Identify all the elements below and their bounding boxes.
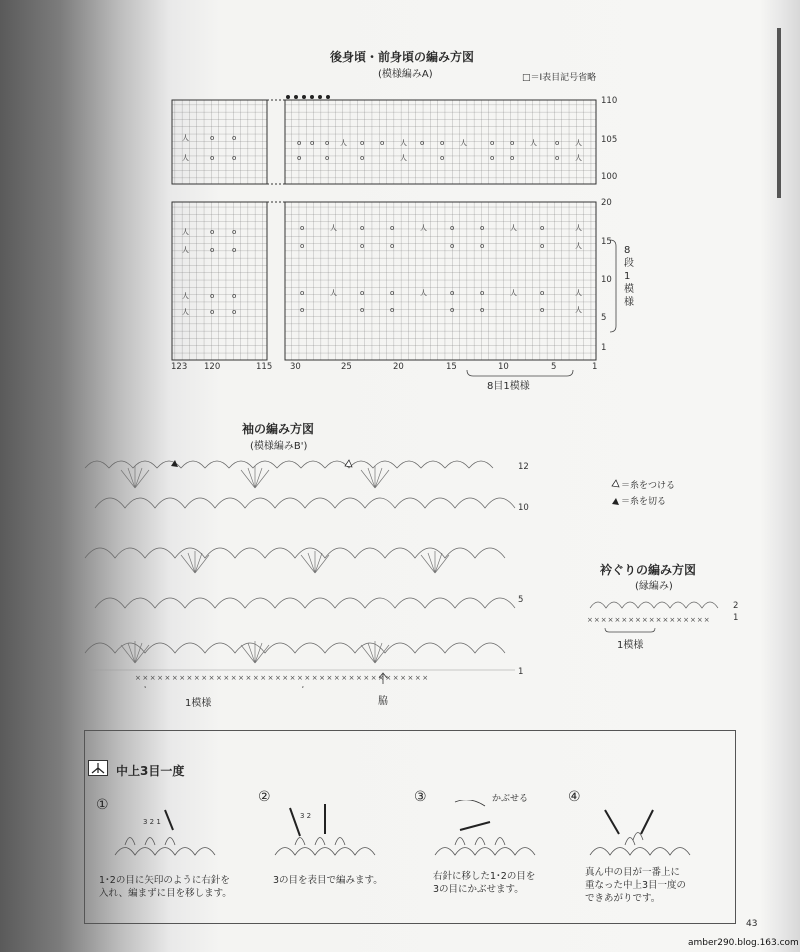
sleeve-row-label-10: 10: [518, 503, 529, 513]
footer-url: amber290.blog.163.com: [688, 938, 799, 948]
svg-text:人: 人: [330, 224, 337, 232]
step4-number: ④: [568, 789, 581, 805]
svg-text:o: o: [390, 224, 395, 232]
svg-text:××××××××××××××××××: ××××××××××××××××××: [587, 616, 711, 624]
stitch-label-5: 5: [551, 362, 557, 372]
stitch-label-123: 123: [171, 362, 188, 372]
row-label-20: 20: [601, 198, 612, 208]
stitch-label-1: 1: [592, 362, 598, 372]
svg-text:人: 人: [575, 154, 582, 162]
svg-text:o: o: [540, 306, 545, 314]
step4-text-line3: できあがりです。: [585, 893, 661, 904]
svg-text:o: o: [440, 139, 445, 147]
svg-text:o: o: [540, 224, 545, 232]
row-label-105: 105: [601, 135, 618, 145]
svg-text:人: 人: [182, 246, 189, 254]
body-chart-title: 後身頃・前身頃の編み方図: [330, 50, 475, 64]
svg-text:3 2: 3 2: [300, 812, 312, 820]
sleeve-row-label-5: 5: [518, 595, 524, 605]
svg-text:o: o: [480, 242, 485, 250]
step2-text: [273, 874, 383, 887]
svg-text:人: 人: [400, 154, 407, 162]
svg-text:o: o: [450, 306, 455, 314]
step4-text: [585, 866, 686, 905]
sleeve-chart-subtitle: (模様編みB'): [250, 441, 308, 452]
body-chart-subtitle: (模様編みA): [378, 69, 433, 80]
svg-text:人: 人: [530, 139, 537, 147]
svg-text:o: o: [210, 154, 215, 162]
step3-illustration: [435, 800, 535, 855]
svg-text:o: o: [210, 292, 215, 300]
step1-number: ①: [96, 797, 109, 813]
svg-text:o: o: [420, 139, 425, 147]
svg-text:o: o: [310, 139, 315, 147]
svg-text:人: 人: [510, 289, 517, 297]
svg-text:o: o: [490, 154, 495, 162]
technique-illustrations: [110, 800, 730, 870]
stitch-label-10: 10: [498, 362, 509, 372]
svg-text:人: 人: [182, 228, 189, 236]
body-chart-legend-note: □＝Ⅰ表目記号省略: [522, 73, 597, 83]
svg-text:3 2 1: 3 2 1: [143, 818, 161, 826]
step4-illustration: [590, 810, 690, 855]
svg-text:人: 人: [575, 306, 582, 314]
center-double-decrease-icon: [88, 760, 108, 776]
svg-text:o: o: [480, 306, 485, 314]
svg-text:o: o: [450, 242, 455, 250]
svg-text:人: 人: [340, 139, 347, 147]
step3-number: ③: [414, 789, 427, 805]
collar-row-label-1: 1: [733, 613, 739, 623]
svg-text:o: o: [555, 139, 560, 147]
svg-text:o: o: [450, 289, 455, 297]
svg-text:o: o: [297, 139, 302, 147]
bracket-bottom-label: 8目1模様: [487, 381, 530, 392]
step3-text-line1: 右針に移した1･2の目を: [433, 871, 536, 882]
page-number: 43: [746, 919, 758, 929]
svg-text:o: o: [360, 242, 365, 250]
svg-text:人: 人: [330, 289, 337, 297]
svg-text:o: o: [390, 306, 395, 314]
svg-text:o: o: [360, 139, 365, 147]
sleeve-repeat-label: 1模様: [185, 698, 212, 709]
svg-text:o: o: [480, 289, 485, 297]
svg-text:o: o: [390, 242, 395, 250]
sleeve-crochet-diagram: [75, 448, 520, 688]
svg-text:o: o: [325, 154, 330, 162]
svg-text:o: o: [210, 228, 215, 236]
step3-text-line2: 3の目にかぶせます。: [433, 884, 524, 895]
svg-text:o: o: [232, 246, 237, 254]
sleeve-side-label: 脇: [378, 696, 388, 707]
technique-title: 中上3目一度: [116, 764, 185, 778]
collar-chart-subtitle: (縁編み): [635, 581, 673, 592]
row-label-10: 10: [601, 275, 612, 285]
svg-text:o: o: [232, 308, 237, 316]
legend-attach-yarn: ＝糸をつける: [621, 481, 676, 491]
step1-illustration: [115, 810, 215, 855]
svg-text:o: o: [480, 224, 485, 232]
svg-text:o: o: [360, 154, 365, 162]
svg-text:人: 人: [182, 154, 189, 162]
sleeve-chart-title: 袖の編み方図: [242, 422, 315, 436]
bracket-right-label: 8段1模様: [624, 245, 634, 308]
svg-text:o: o: [232, 154, 237, 162]
svg-text:o: o: [555, 154, 560, 162]
stitch-label-30: 30: [290, 362, 301, 372]
svg-text:人: 人: [182, 292, 189, 300]
page-edge-bar: [777, 28, 781, 198]
svg-text:o: o: [540, 242, 545, 250]
stitch-label-15: 15: [446, 362, 457, 372]
stitch-label-115: 115: [256, 362, 273, 372]
step4-text-line2: 重なった中上3目一度の: [585, 880, 687, 891]
row-label-110: 110: [601, 96, 618, 106]
stitch-label-25: 25: [341, 362, 352, 372]
svg-text:o: o: [360, 224, 365, 232]
svg-text:o: o: [360, 289, 365, 297]
svg-text:o: o: [210, 134, 215, 142]
step1-text-line1: 1･2の目に矢印のように右針を: [99, 875, 230, 886]
svg-text:o: o: [232, 228, 237, 236]
legend-cut-yarn: ＝糸を切る: [621, 497, 667, 507]
svg-text:人: 人: [575, 224, 582, 232]
svg-text:o: o: [510, 154, 515, 162]
svg-text:人: 人: [182, 134, 189, 142]
sleeve-row-label-12: 12: [518, 462, 529, 472]
svg-text:人: 人: [460, 139, 467, 147]
step2-number: ②: [258, 789, 271, 805]
legend-markers: [610, 478, 620, 508]
cut-yarn-icon: [612, 498, 619, 505]
step1-text: [99, 874, 232, 900]
svg-text:o: o: [450, 224, 455, 232]
row-label-15: 15: [601, 237, 612, 247]
step3-callout: かぶせる: [492, 794, 529, 804]
attach-yarn-icon: [612, 480, 619, 487]
svg-text:人: 人: [420, 224, 427, 232]
svg-text:o: o: [232, 134, 237, 142]
svg-text:o: o: [300, 306, 305, 314]
svg-text:人: 人: [400, 139, 407, 147]
svg-text:o: o: [297, 154, 302, 162]
svg-text:o: o: [490, 139, 495, 147]
row-label-1: 1: [601, 343, 607, 353]
svg-text:o: o: [390, 289, 395, 297]
body-chart-grid: [160, 90, 640, 380]
svg-text:××××××××××××××××××××××××××××××: ××××××××××××××××××××××××××××××××××××××××: [135, 674, 430, 682]
step2-illustration: [275, 804, 375, 855]
svg-text:o: o: [300, 224, 305, 232]
collar-row-label-2: 2: [733, 601, 739, 611]
svg-text:人: 人: [575, 242, 582, 250]
svg-text:o: o: [300, 242, 305, 250]
svg-text:o: o: [210, 308, 215, 316]
step2-text-line1: 3の目を表目で編みます。: [273, 875, 383, 886]
svg-text:o: o: [325, 139, 330, 147]
svg-text:人: 人: [575, 139, 582, 147]
collar-repeat-label: 1模様: [617, 640, 644, 651]
step4-text-line1: 真ん中の目が一番上に: [585, 867, 681, 878]
row-label-100: 100: [601, 172, 618, 182]
svg-text:o: o: [300, 289, 305, 297]
svg-text:o: o: [510, 139, 515, 147]
stitch-label-120: 120: [204, 362, 221, 372]
row-label-5: 5: [601, 313, 607, 323]
svg-text:人: 人: [182, 308, 189, 316]
collar-crochet-diagram: [585, 592, 735, 636]
step3-text: [433, 870, 535, 896]
svg-text:o: o: [440, 154, 445, 162]
svg-text:o: o: [540, 289, 545, 297]
sleeve-row-label-1: 1: [518, 667, 524, 677]
svg-text:人: 人: [575, 289, 582, 297]
svg-text:o: o: [232, 292, 237, 300]
svg-text:人: 人: [510, 224, 517, 232]
collar-chart-title: 衿ぐりの編み方図: [600, 563, 697, 577]
svg-text:人: 人: [420, 289, 427, 297]
stitch-label-20: 20: [393, 362, 404, 372]
step1-text-line2: 入れ、編まずに目を移します。: [99, 888, 232, 899]
svg-text:o: o: [360, 306, 365, 314]
svg-text:o: o: [380, 139, 385, 147]
svg-text:o: o: [210, 246, 215, 254]
